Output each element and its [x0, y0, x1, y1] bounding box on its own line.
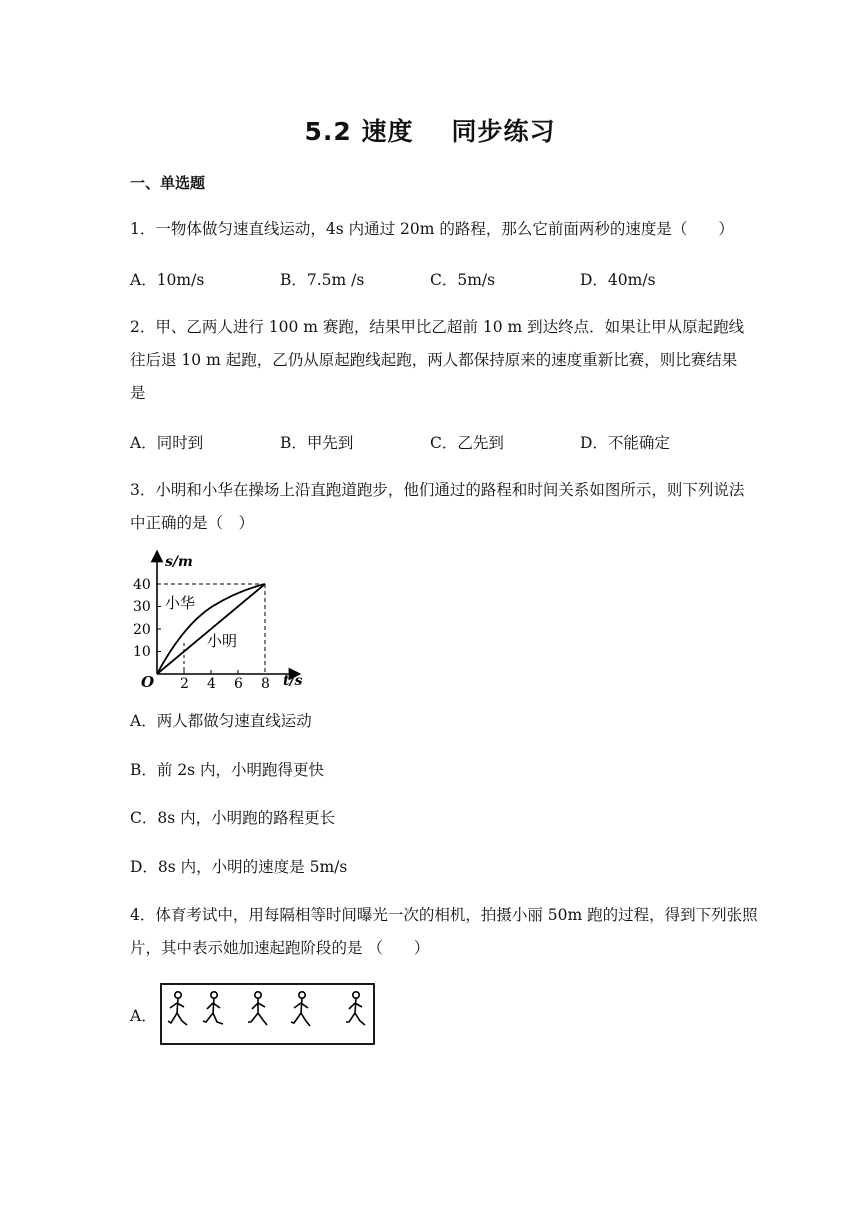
q2-option-c[interactable]: C．乙先到 [430, 434, 504, 452]
question-3-line-2: 中正确的是（ ） [130, 514, 255, 532]
section-heading: 一、单选题 [130, 174, 206, 192]
x-tick-8: 8 [261, 676, 270, 692]
y-tick-40: 40 [133, 577, 151, 593]
origin-label: O [141, 673, 155, 691]
title-main: 5.2 速度 [304, 117, 414, 146]
x-axis-label: t/s [283, 673, 303, 689]
running-photo-strip[interactable] [160, 983, 376, 1045]
question-4-line-2: 片，其中表示她加速起跑阶段的是 （ ） [130, 939, 430, 957]
q3-option-c[interactable]: C．8s 内，小明跑的路程更长 [130, 809, 336, 827]
question-3-line-1: 3．小明和小华在操场上沿直跑道跑步，他们通过的路程和时间关系如图所示，则下列说法 [130, 481, 745, 499]
q1-option-b[interactable]: B．7.5m /s [280, 271, 365, 289]
question-1-text: 1．一物体做匀速直线运动，4s 内通过 20m 的路程，那么它前面两秒的速度是（ ） [130, 220, 734, 238]
label-xiaohua: 小华 [165, 594, 196, 612]
question-4-line-1: 4．体育考试中，用每隔相等时间曝光一次的相机，拍摄小丽 50m 跑的过程，得到下列张照 [130, 906, 758, 924]
y-tick-20: 20 [133, 622, 151, 638]
question-2-line-3: 是 [130, 384, 146, 402]
q1-option-a[interactable]: A．10m/s [130, 271, 205, 289]
q2-option-b[interactable]: B．甲先到 [280, 434, 354, 452]
q1-option-c[interactable]: C．5m/s [430, 271, 496, 289]
q3-option-a[interactable]: A．两人都做匀速直线运动 [130, 712, 312, 730]
x-tick-6: 6 [234, 676, 243, 692]
q3-option-b[interactable]: B．前 2s 内，小明跑得更快 [130, 761, 325, 779]
q4-option-a-label[interactable]: A． [130, 1007, 157, 1025]
question-2-line-2: 往后退 10 m 起跑，乙仍从原起跑线起跑，两人都保持原来的速度重新比赛，则比赛结果 [130, 351, 738, 369]
y-tick-10: 10 [133, 644, 151, 660]
x-tick-2: 2 [180, 676, 189, 692]
title-sub: 同步练习 [451, 117, 556, 146]
y-axis-label: s/m [165, 554, 193, 570]
x-tick-4: 4 [207, 676, 216, 692]
q2-option-d[interactable]: D．不能确定 [580, 434, 670, 452]
page-title [0, 112, 860, 148]
distance-time-graph [125, 548, 325, 693]
q3-option-d[interactable]: D．8s 内，小明的速度是 5m/s [130, 858, 348, 876]
question-2-line-1: 2．甲、乙两人进行 100 m 赛跑，结果甲比乙超前 10 m 到达终点．如果让甲从原起跑线 [130, 318, 745, 336]
y-tick-30: 30 [133, 599, 151, 615]
q1-option-d[interactable]: D．40m/s [580, 271, 656, 289]
q2-option-a[interactable]: A．同时到 [130, 434, 204, 452]
label-xiaoming: 小明 [207, 632, 238, 650]
